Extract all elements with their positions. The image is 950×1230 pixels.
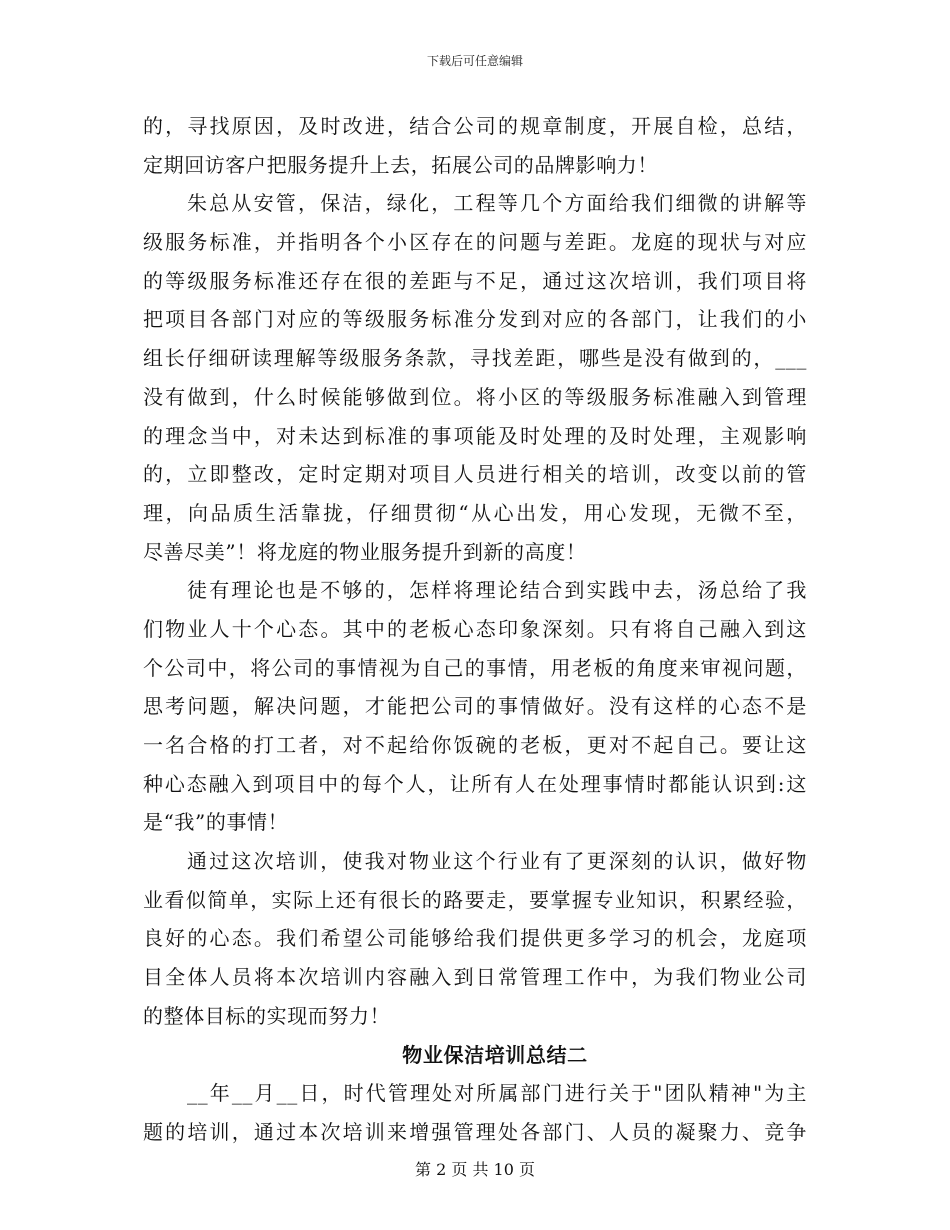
document-body — [143, 107, 807, 1152]
text-line: 尽善尽美”！将龙庭的物业服务提升到新的高度！ — [143, 539, 587, 564]
paragraph-start-line: 朱总从安管，保洁，绿化，工程等几个方面给我们细微的讲解等 — [187, 191, 807, 216]
text-line: 的等级服务标准还存在很的差距与不足，通过这次培训，我们项目将 — [143, 268, 807, 293]
text-line: 的整体目标的实现而努力！ — [143, 1003, 391, 1028]
paragraph-start-line: 通过这次培训，使我对物业这个行业有了更深刻的认识，做好物 — [187, 849, 807, 874]
text-line: 没有做到，什么时候能够做到位。将小区的等级服务标准融入到管理 — [143, 384, 807, 409]
page-footer: 第 2 页 共 10 页 — [415, 1160, 535, 1179]
paragraph-start-line: __年__月__日，时代管理处对所属部门进行关于"团队精神"为主 — [187, 1081, 807, 1106]
text-line: 的，立即整改，定时定期对项目人员进行相关的培训，改变以前的管 — [143, 462, 807, 487]
text-line: 个公司中，将公司的事情视为自己的事情，用老板的角度来审视问题， — [143, 655, 807, 680]
text-line: 把项目各部门对应的等级服务标准分发到对应的各部门，让我们的小 — [143, 307, 807, 332]
text-line: 组长仔细研读理解等级服务条款，寻找差距，哪些是没有做到的，___ — [143, 346, 807, 371]
text-line: 们物业人十个心态。其中的老板心态印象深刻。只有将自己融入到这 — [143, 616, 807, 641]
page-header: 下载后可任意编辑 — [426, 54, 523, 68]
text-line: 目全体人员将本次培训内容融入到日常管理工作中，为我们物业公司 — [143, 965, 807, 990]
text-line: 理，向品质生活靠拢，仔细贯彻“从心出发，用心发现，无微不至， — [143, 500, 807, 525]
text-line: 的理念当中，对未达到标准的事项能及时处理的及时处理，主观影响 — [143, 423, 807, 448]
text-line: 级服务标准，并指明各个小区存在的问题与差距。龙庭的现状与对应 — [143, 230, 807, 255]
text-line: 题的培训，通过本次培训来增强管理处各部门、人员的凝聚力、竞争 — [143, 1119, 807, 1144]
text-line: 定期回访客户把服务提升上去，拓展公司的品牌影响力！ — [143, 152, 658, 177]
paragraph-start-line: 徒有理论也是不够的，怎样将理论结合到实践中去，汤总给了我 — [187, 578, 807, 603]
section-title: 物业保洁培训总结二 — [402, 1042, 588, 1067]
text-line: 思考问题，解决问题，才能把公司的事情做好。没有这样的心态不是 — [143, 694, 807, 719]
text-line: 种心态融入到项目中的每个人，让所有人在处理事情时都能认识到:这 — [143, 771, 807, 796]
text-line: 是“我”的事情！ — [143, 810, 289, 835]
text-line: 的，寻找原因，及时改进，结合公司的规章制度，开展自检，总结， — [143, 114, 807, 138]
text-line: 一名合格的打工者，对不起给你饭碗的老板，更对不起自己。要让这 — [143, 733, 807, 757]
text-line: 良好的心态。我们希望公司能够给我们提供更多学习的机会，龙庭项 — [143, 926, 807, 951]
text-line: 业看似简单，实际上还有很长的路要走，要掌握专业知识，积累经验， — [143, 887, 807, 912]
